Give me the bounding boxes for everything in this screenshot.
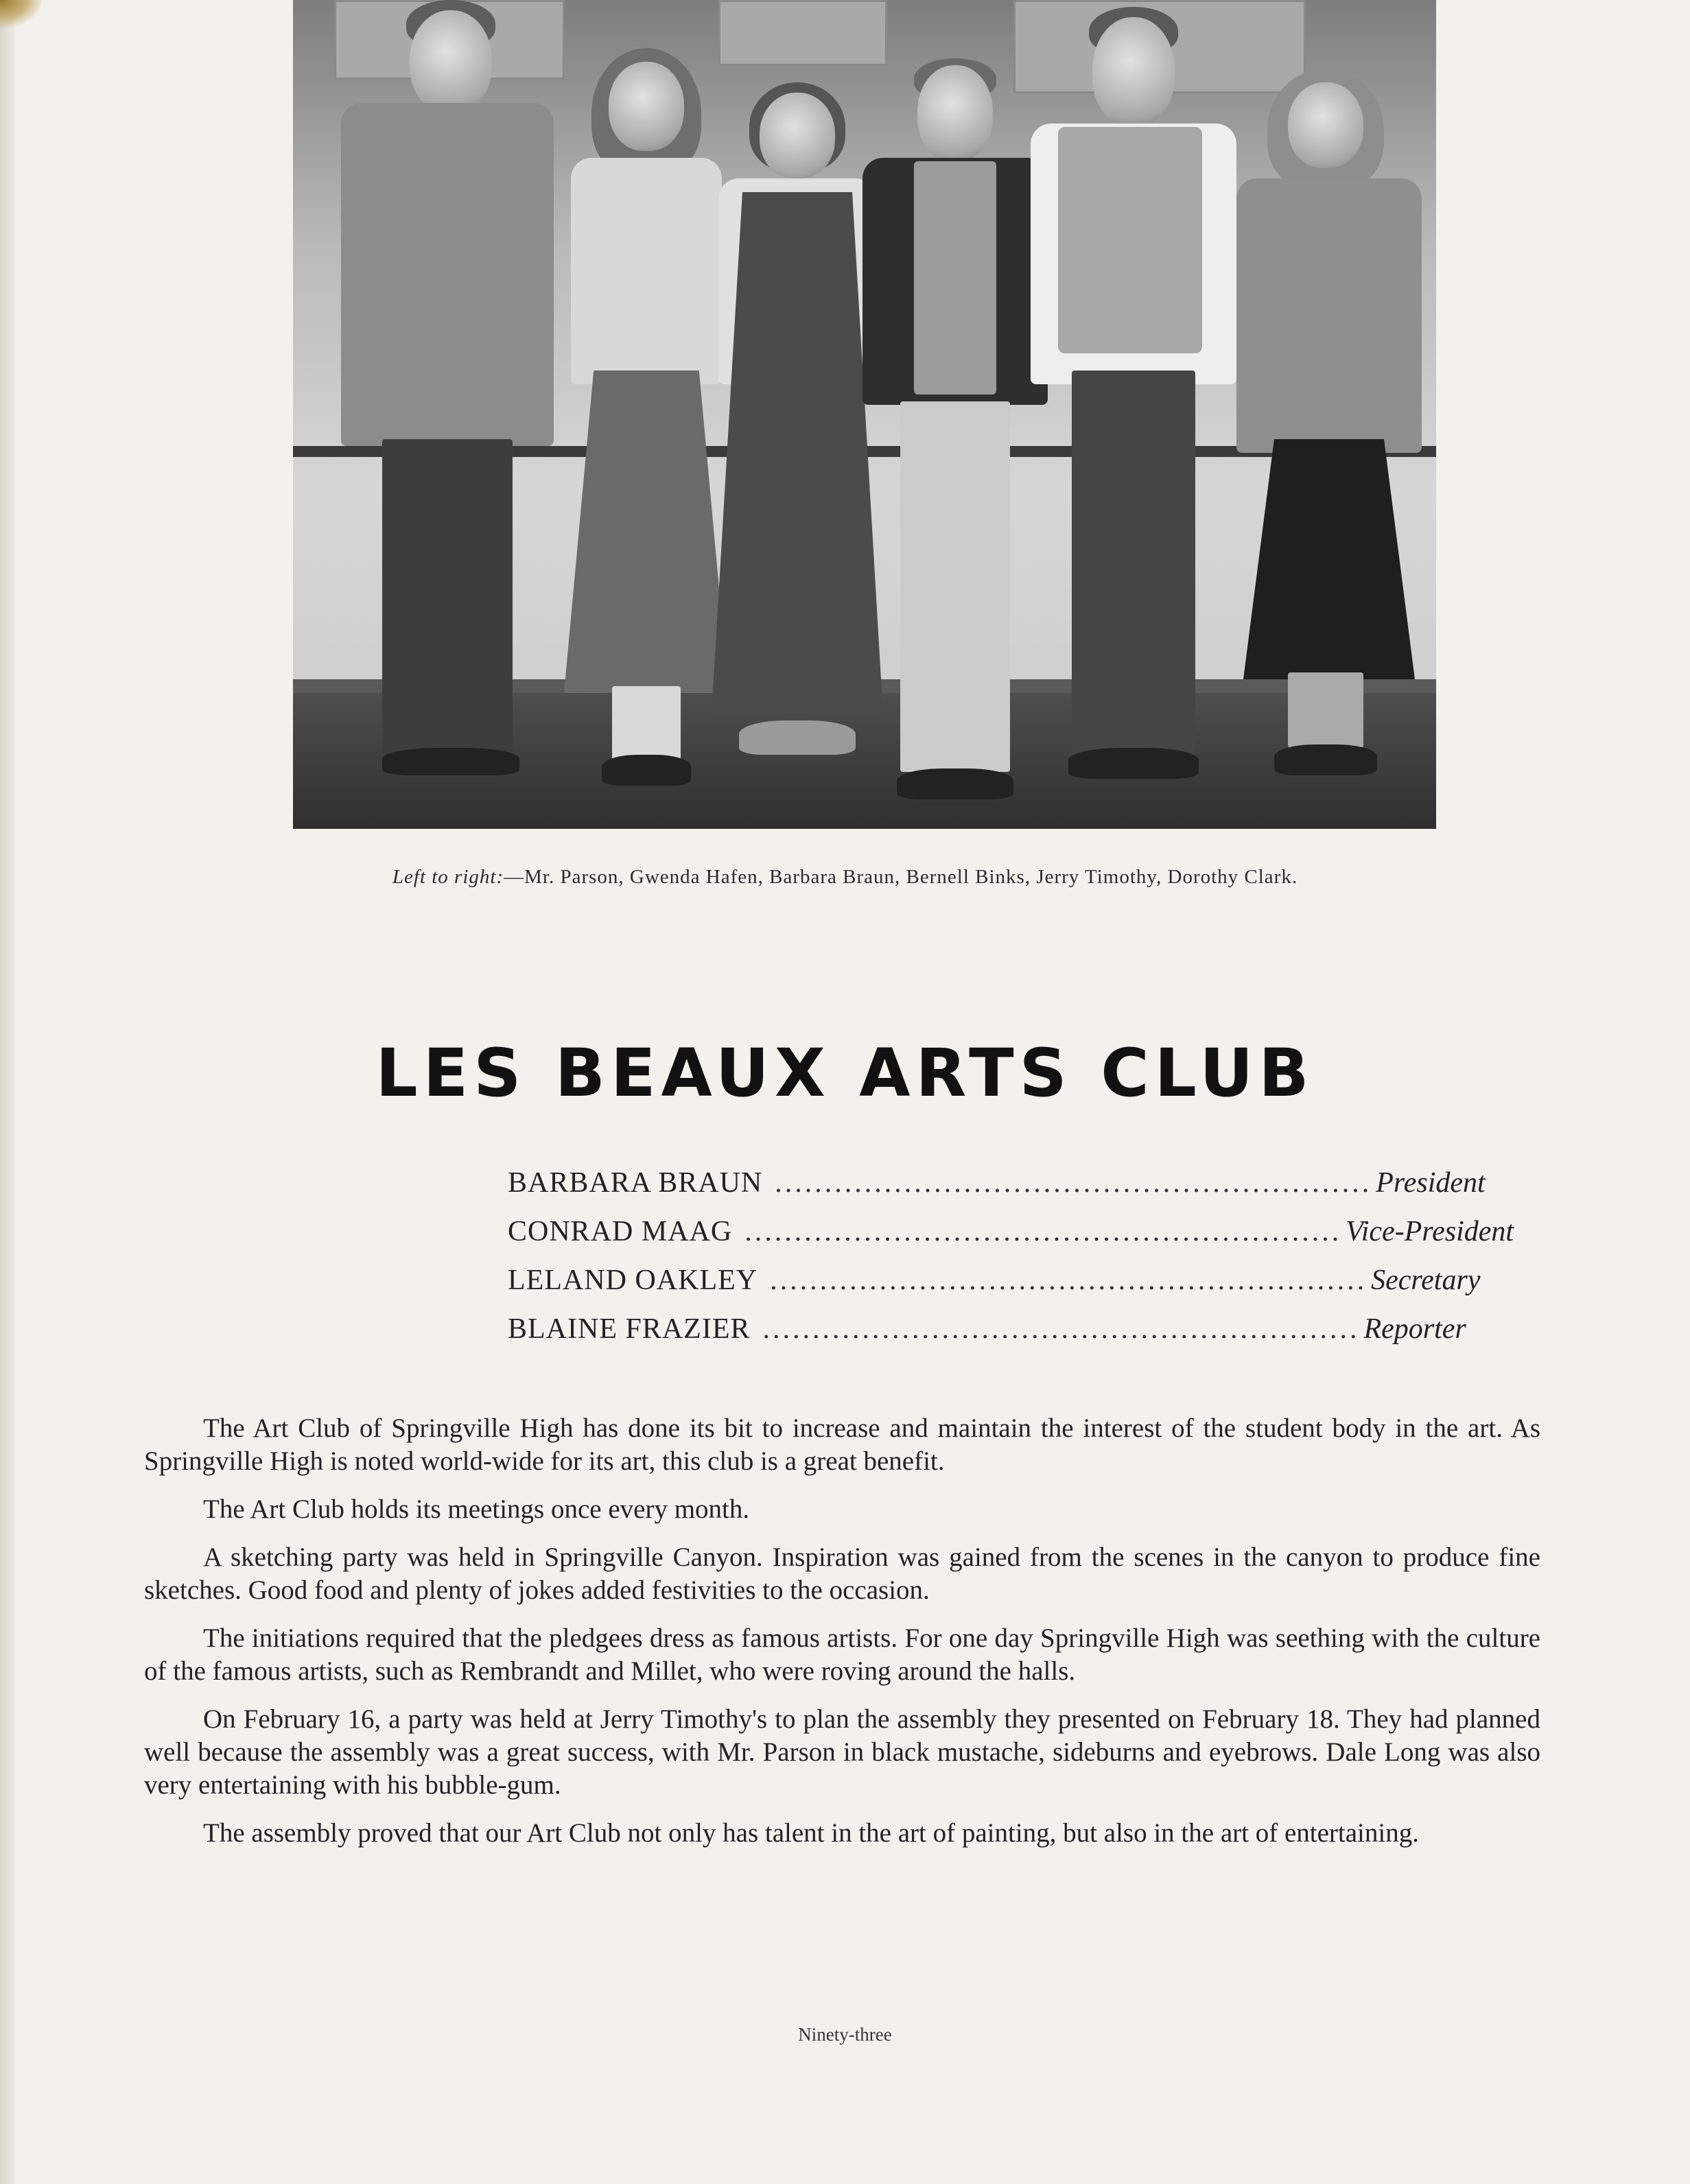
officer-row [508,1313,1466,1361]
photo-person [712,82,883,789]
photo-poster [718,0,887,66]
officer-name: CONRAD MAAG [508,1216,733,1247]
photo-person [1236,69,1422,796]
officer-role: Vice-President [1346,1216,1514,1247]
officer-role: Reporter [1363,1313,1466,1345]
leader-dots: ............................................................ [762,1313,1360,1345]
officer-name: BLAINE FRAZIER [508,1313,751,1345]
corner-stain [0,0,41,27]
caption-lead: Left to right: [392,866,504,888]
officers-list [508,1166,1514,1361]
leader-dots: ............................................................ [744,1216,1342,1247]
photo-caption [0,866,1690,889]
officer-role: President [1376,1167,1486,1199]
officer-row [508,1166,1486,1215]
article-paragraph: The Art Club of Springville High has done its bit to increase and maintain the interest of the student body in the art. As Springville High is noted world-wide for its art, this club is a great benefit. [144,1413,1540,1476]
officer-row [508,1264,1481,1313]
article-paragraph: The initiations required that the pledgees dress as famous artists. For one day Springville High was seething with the culture of the famous artists, such as Rembrandt and Millet, who were roving around the halls. [144,1623,1540,1686]
leader-dots: ............................................................ [770,1265,1368,1296]
officer-name: BARBARA BRAUN [508,1167,763,1199]
photo-person [1031,7,1236,803]
photo-person [334,0,561,796]
leader-dots: ............................................................ [775,1167,1372,1199]
article-paragraph: The assembly proved that our Art Club not only has talent in the art of painting, but also in the art of entertaining. [203,1818,1419,1848]
article-body [144,1412,1540,1865]
photo-person [862,58,1048,806]
article-paragraph: A sketching party was held in Springville Canyon. Inspiration was gained from the scenes in the canyon to produce fine sketches. Good food and plenty of jokes added festivities to the occasion. [144,1542,1540,1605]
photo-person [564,48,729,796]
article-paragraph: On February 16, a party was held at Jerry Timothy's to plan the assembly they presented on February 18. They had planned well because the assembly was a great success, with Mr. Parson in black mustache, sideburns and eyebrows. Dale Long was also very entertaining with his bubble-gum. [144,1704,1540,1800]
caption-names: —Mr. Parson, Gwenda Hafen, Barbara Braun, Bernell Binks, Jerry Timothy, Dorothy Clark. [504,866,1298,888]
officer-row [508,1215,1514,1264]
group-photo [293,0,1436,829]
page-number: Ninety-three [798,2024,892,2045]
article-paragraph: The Art Club holds its meetings once every month. [203,1494,750,1524]
club-title: LES BEAUX ARTS CLUB [375,1035,1315,1112]
officer-name: LELAND OAKLEY [508,1265,758,1296]
officer-role: Secretary [1371,1265,1481,1296]
